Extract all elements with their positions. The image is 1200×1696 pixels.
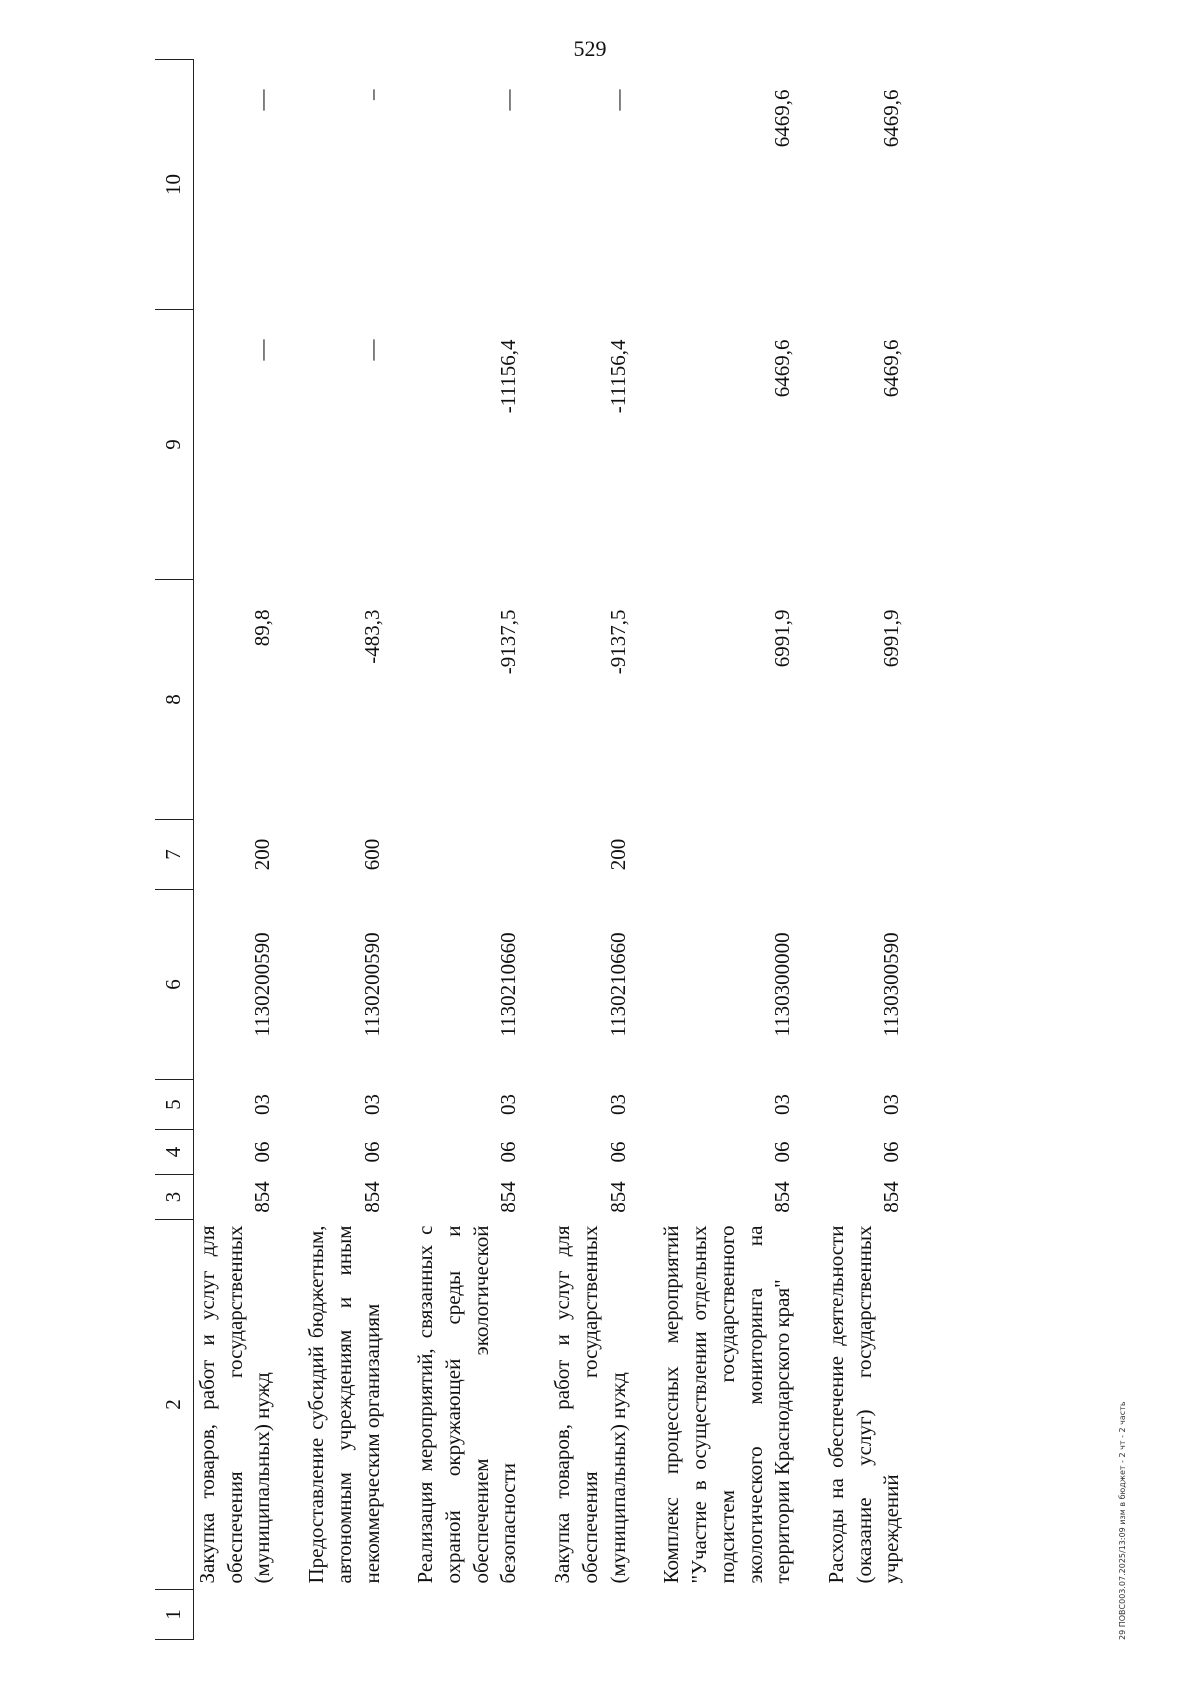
rotated-table-sheet [155, 60, 1115, 1640]
row-name: Закупка товаров, работ и услуг для обеспечения государственных (муниципальных) нужд [550, 1225, 630, 1584]
col-header-7: 7 [155, 820, 194, 890]
col-header-1: 1 [155, 1590, 194, 1640]
row-name: Реализация мероприятий, связанных с охраной окружающей среды и обеспечением экологической безопасности [413, 1225, 521, 1584]
cell-c5: 03 [250, 1094, 275, 1115]
cell-c10: 6469,6 [770, 89, 795, 148]
table-row [823, 60, 906, 1640]
cell-c4: 06 [605, 1141, 630, 1163]
col-header-9: 9 [155, 310, 194, 580]
table-row [549, 60, 632, 1640]
table-sheet [155, 60, 1115, 1640]
table-row [303, 60, 386, 1640]
cell-c10: 6469,6 [879, 89, 904, 148]
cell-c8: -9137,5 [496, 609, 521, 675]
table-body [194, 60, 907, 1640]
cell-c5: 03 [605, 1094, 630, 1115]
cell-c9: 6469,6 [770, 339, 795, 398]
footer-stamp: 29 ПОВС003.07.2025/13:09 изм в бюджет - 2 чт - 2 часть [1118, 1401, 1127, 1640]
cell-c8: -483,3 [359, 609, 384, 664]
cell-c9: — [359, 339, 384, 361]
cell-c7 [823, 820, 906, 890]
table-row [194, 60, 278, 1640]
col-header-5: 5 [155, 1080, 194, 1130]
row-name: Предоставление субсидий бюджетным, автономным учреждениям и иным некоммерческим организациям [304, 1225, 384, 1584]
cell-c6: 1130200590 [359, 932, 384, 1037]
cell-c6: 1130200590 [250, 932, 275, 1037]
table-header [155, 60, 194, 1640]
row-name: Комплекс процессных мероприятий "Участие в осуществлении отдельных подсистем государственного экологического мониторинга на территории Краснодарского края" [659, 1225, 795, 1584]
cell-c7 [412, 820, 523, 890]
budget-table [155, 59, 906, 1640]
cell-c6: 1130210660 [605, 932, 630, 1037]
cell-c5: 03 [359, 1094, 384, 1115]
cell-c5: 03 [496, 1094, 521, 1115]
cell-c3: 854 [879, 1181, 904, 1213]
cell-c10: — [605, 89, 630, 111]
cell-c6: 1130300590 [879, 932, 904, 1037]
col-header-6: 6 [155, 890, 194, 1080]
cell-c3: 854 [770, 1181, 795, 1213]
cell-c4: 06 [496, 1141, 521, 1163]
cell-c9: -11156,4 [496, 339, 521, 414]
cell-c5: 03 [770, 1094, 795, 1115]
cell-c8: 6991,9 [879, 609, 904, 668]
cell-c8: 6991,9 [770, 609, 795, 668]
cell-c7: 600 [359, 838, 384, 871]
col-header-10: 10 [155, 60, 194, 310]
table-row [658, 60, 797, 1640]
cell-c9: 6469,6 [879, 339, 904, 398]
col-header-8: 8 [155, 580, 194, 820]
cell-c3: 854 [359, 1181, 384, 1213]
col-header-4: 4 [155, 1130, 194, 1175]
cell-c6: 1130210660 [496, 932, 521, 1037]
cell-c7: 200 [250, 838, 275, 871]
header-row [155, 60, 194, 1640]
cell-c10: – [359, 89, 384, 100]
cell-c10: — [496, 89, 521, 111]
cell-c4: 06 [770, 1141, 795, 1163]
cell-c9: — [250, 339, 275, 361]
cell-c8: 89,8 [250, 609, 275, 647]
cell-c9: -11156,4 [605, 339, 630, 414]
cell-c7 [658, 820, 797, 890]
cell-c5: 03 [879, 1094, 904, 1115]
cell-c4: 06 [879, 1141, 904, 1163]
cell-c7: 200 [605, 838, 630, 871]
col-header-2: 2 [155, 1220, 194, 1590]
cell-c3: 854 [250, 1181, 275, 1213]
table-row [412, 60, 523, 1640]
cell-c3: 854 [605, 1181, 630, 1213]
cell-c4: 06 [250, 1141, 275, 1163]
cell-c6: 1130300000 [770, 932, 795, 1037]
cell-c10: — [250, 89, 275, 111]
cell-c8: -9137,5 [605, 609, 630, 675]
col-header-3: 3 [155, 1175, 194, 1220]
row-name: Закупка товаров, работ и услуг для обеспечения государственных (муниципальных) нужд [195, 1225, 275, 1584]
row-name: Расходы на обеспечение деятельности (оказание услуг) государственных учреждений [823, 1225, 904, 1584]
cell-c4: 06 [359, 1141, 384, 1163]
cell-c3: 854 [496, 1181, 521, 1213]
page-number: 529 [573, 36, 607, 61]
